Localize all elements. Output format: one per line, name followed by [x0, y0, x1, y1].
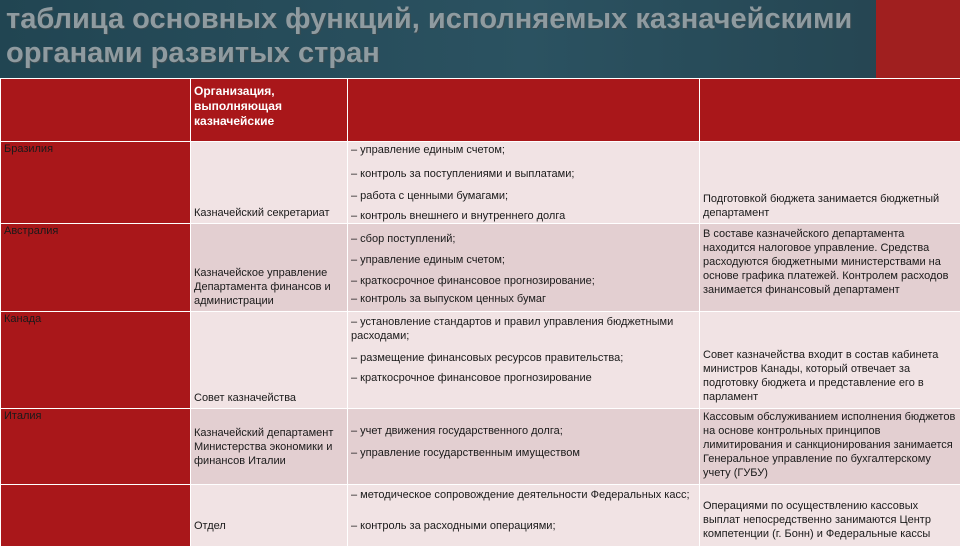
- table-row: [1, 224, 960, 312]
- function-item: – управление единым счетом;: [351, 253, 696, 274]
- notes-cell: Операциями по осуществлению кассовых выплат непосредственно занимаются Центр компетенции (г. Бонн) и Федеральные кассы: [700, 485, 960, 547]
- organization-cell: Казначейский департамент Министерства экономики и финансов Италии: [191, 409, 348, 485]
- function-item: – управление единым счетом;: [351, 143, 696, 167]
- country-cell: [1, 485, 191, 547]
- function-item: – работа с ценными бумагами;: [351, 189, 696, 209]
- function-item: – размещение финансовых ресурсов правительства;: [351, 351, 696, 371]
- function-item: – сбор поступлений;: [351, 232, 696, 253]
- organization-cell: Отдел: [191, 485, 348, 547]
- function-item: – контроль за расходными операциями;: [351, 519, 696, 533]
- organization-cell: Совет казначейства: [191, 312, 348, 409]
- table-row: [1, 312, 960, 409]
- notes-cell: Подготовкой бюджета занимается бюджетный департамент: [700, 142, 960, 224]
- country-cell: Бразилия: [1, 142, 191, 224]
- table-row: [1, 409, 960, 485]
- country-cell: Канада: [1, 312, 191, 409]
- function-item: – установление стандартов и правил управления бюджетными расходами;: [351, 315, 696, 351]
- notes-cell: Совет казначейства входит в состав кабинета министров Канады, который отвечает за подготовку бюджета и представление его в парламент: [700, 312, 960, 409]
- function-item: – краткосрочное финансовое прогнозирование: [351, 371, 696, 385]
- table-row: [1, 142, 960, 224]
- country-cell: Италия: [1, 409, 191, 485]
- notes-cell: В составе казначейского департамента находится налоговое управление. Средства расходуются бюджетными министерствами на основе графика платежей. Контролем расходов занимается финансовый департамент: [700, 224, 960, 312]
- function-item: – управление государственным имуществом: [351, 446, 696, 460]
- header-organization: Организация, выполняющая казначейские: [191, 79, 348, 142]
- functions-cell: [348, 409, 700, 485]
- country-cell: Австралия: [1, 224, 191, 312]
- notes-cell: Кассовым обслуживанием исполнения бюджетов на основе контрольных принципов лимитирования и санкционирования занимается Генеральное управление по бухгалтерскому учету (ГУБУ): [700, 409, 960, 485]
- page-title: таблица основных функций, исполняемых казначейскими органами развитых стран: [6, 2, 886, 70]
- functions-cell: [348, 224, 700, 312]
- functions-table: [0, 78, 960, 547]
- header-functions: [348, 79, 700, 142]
- function-item: – контроль за выпуском ценных бумаг: [351, 292, 696, 306]
- organization-cell: Казначейское управление Департамента финансов и администрации: [191, 224, 348, 312]
- organization-cell: Казначейский секретариат: [191, 142, 348, 224]
- function-item: – методическое сопровождение деятельности Федеральных касс;: [351, 488, 696, 519]
- header-notes: [700, 79, 960, 142]
- function-item: – контроль внешнего и внутреннего долга: [351, 209, 696, 223]
- table-header-row: [1, 79, 960, 142]
- function-item: – контроль за поступлениями и выплатами;: [351, 167, 696, 189]
- red-accent-block: [876, 0, 960, 78]
- functions-cell: [348, 312, 700, 409]
- function-item: – учет движения государственного долга;: [351, 424, 696, 446]
- functions-cell: [348, 142, 700, 224]
- functions-cell: [348, 485, 700, 547]
- function-item: – краткосрочное финансовое прогнозирование;: [351, 274, 696, 292]
- header-country: [1, 79, 191, 142]
- table-row: [1, 485, 960, 547]
